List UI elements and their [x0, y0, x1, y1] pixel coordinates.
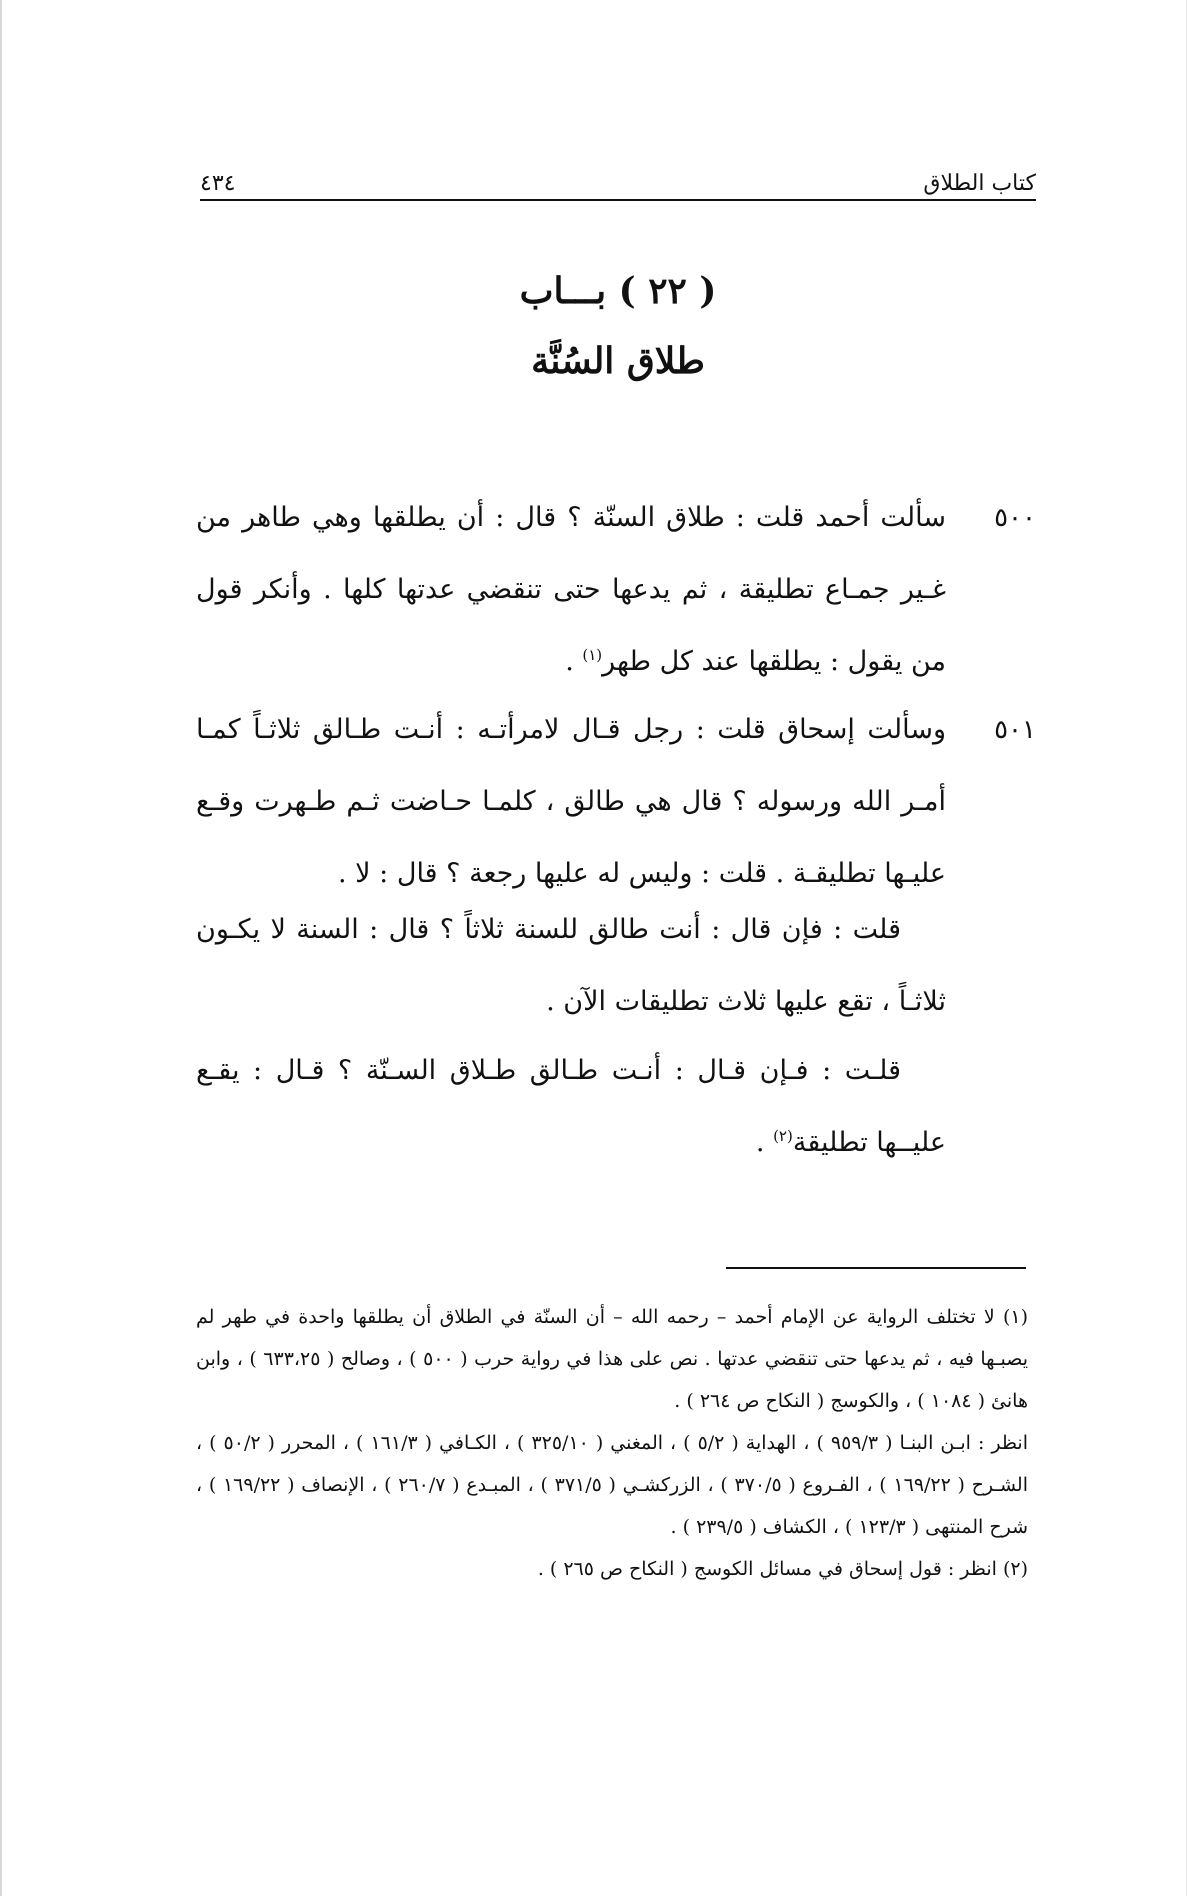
entry-500: [196, 482, 1036, 698]
footnote: انظر : ابـن البنـا ( ٩٥٩/٣ ) ، الهداية ( ٥/٢ ) ، المغني ( ٣٢٥/١٠ ) ، الكـافي ( ١٦١/٣ ) ، المحرر ( ٥٠/٢ ) ، الشـرح ( ١٦٩/٢٢ ) ، الفـروع ( ٣٧٠/٥ ) ، الزركشـي ( ٣٧١/٥ ) ، المبـدع ( ٢٦٠/٧ ) ، الإنصاف ( ١٦٩/٢٢ ) ، شرح المنتهى ( ١٢٣/٣ ) ، الكشاف ( ٢٣٩/٥ ) .: [196, 1432, 1028, 1538]
footnote-ref: (٢): [773, 1127, 793, 1145]
running-head: [200, 160, 1036, 196]
book-title: كتاب الطلاق: [923, 171, 1036, 196]
paragraph: [196, 894, 1036, 1038]
footnote: (١) لا تختلف الرواية عن الإمام أحمد – رحمه الله – أن السنّة في الطلاق أن يطلقها واحدة في طهر لم يصبـها فيه ، ثم يدعها حتى تنقضي عدتها . نص على هذا في رواية حرب ( ٥٠٠ ) ، وصالح ( ٦٣٣،٢٥ ) ، وابن هانئ ( ١٠٨٤ ) ، والكوسج ( النكاح ص ٢٦٤ ) .: [196, 1306, 1028, 1412]
footnote: (٢) انظر : قول إسحاق في مسائل الكوسج ( النكاح ص ٢٦٥ ) .: [537, 1558, 1028, 1580]
entry-501: [196, 694, 1036, 910]
paragraph: [196, 1035, 1036, 1179]
chapter-title: ( ٢٢ ) بـــاب: [519, 270, 717, 312]
entry-number: ٥٠١: [994, 715, 1036, 745]
paragraph-text: قلت : فإن قال : أنت طالق للسنة ثلاثاً ؟ قال : السنة لا يكـون ثلاثـاً ، تقع عليها ثلاث تطليقات الآن .: [196, 914, 946, 1017]
footnotes: [196, 1296, 1028, 1590]
page-number: ٤٣٤: [200, 171, 236, 196]
footnote-rule: [726, 1267, 1026, 1269]
entry-text: وسألت إسحاق قلت : رجل قـال لامرأتـه : أنـت طـالق ثلاثـاً كمـا أمـر الله ورسوله ؟ قال هي طالق ، كلمـا حـاضت ثـم طـهرت وقـع عليـها تطليقـة . قلت : وليس له عليها رجعة ؟ قال : لا .: [196, 714, 946, 889]
chapter-subtitle: طلاق السُنَّة: [531, 340, 705, 382]
footnote-ref: (١): [582, 646, 603, 664]
scan-edge: [0, 0, 2, 1896]
entry-number: ٥٠٠: [994, 503, 1036, 533]
header-rule: [200, 199, 1036, 201]
paragraph-text: قلـت : فـإن قـال : أنـت طـالق طـلاق السـنّة ؟ قـال : يقـع عليــها تطليقة$^{(٢)}$ .: [196, 1055, 946, 1158]
entry-text: سألت أحمد قلت : طلاق السنّة ؟ قال : أن يطلقها وهي طاهر من غـير جمـاع تطليقة ، ثم يدعها حتى تنقضي عدتها كلها . وأنكر قول من يقول : يطلقها عند كل طهر$^{(١)}$ .: [196, 502, 946, 677]
